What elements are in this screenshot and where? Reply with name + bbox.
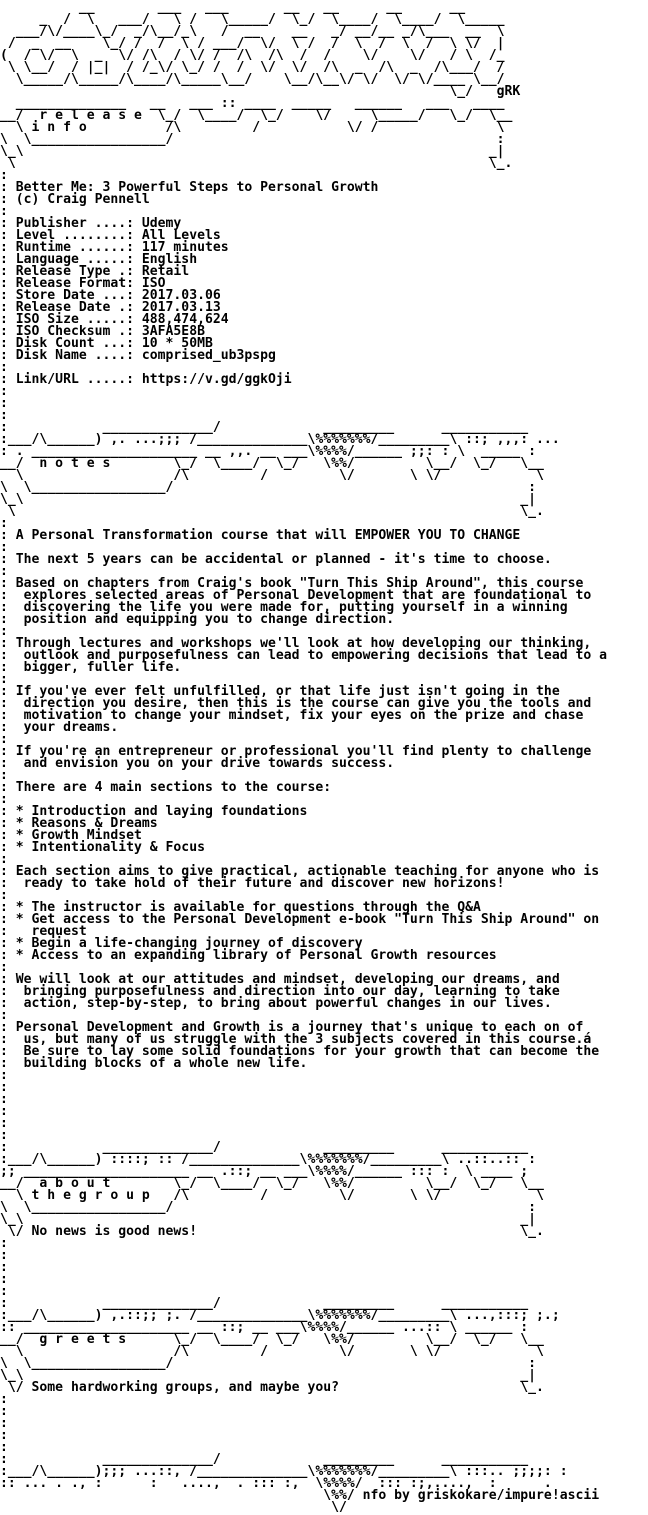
nfo-line: : — [0, 1260, 8, 1275]
nfo-line: :___/\______) ,. ...;;; /______________\%%%%%%%/_________\ ::; ,,,: ... — [0, 432, 560, 447]
nfo-line: : — [0, 768, 8, 783]
nfo-line: : — [0, 624, 8, 639]
nfo-line: : — [0, 1068, 8, 1083]
nfo-line: : ______________/ _________ ___________ — [0, 420, 529, 435]
nfo-line: : Release Type .: Retail — [0, 264, 190, 279]
nfo-line: \ \__/ / |_| / /_\/ \_/ / / \/ \/ /\ _ /\ _ /\___/ / — [0, 60, 505, 75]
nfo-line: :: ... . ., : : ...., . ::: :, \%%%%/ ::: :;,...., : . — [0, 1476, 552, 1491]
nfo-line: : — [0, 1428, 8, 1443]
nfo-line: : ______________/ _________ ___________ — [0, 1296, 529, 1311]
nfo-line: :___/\______) ::::; :: /______________\%%%%%%%/_________\ ..::..:: : — [0, 1152, 537, 1167]
nfo-line: \ \_________________/ : — [0, 1356, 537, 1371]
nfo-line: : Store Date ...: 2017.03.06 — [0, 288, 221, 303]
nfo-line: : — [0, 1080, 8, 1095]
nfo-line: : Disk Name ....: comprised_ub3pspg — [0, 348, 276, 363]
nfo-line: : We will look at our attitudes and mindset, developing our dreams, and — [0, 972, 560, 987]
nfo-line: : — [0, 1404, 8, 1419]
nfo-line: : discovering the life you were made for, putting yourself in a winning — [0, 600, 568, 615]
nfo-line: : Publisher ....: Udemy — [0, 216, 182, 231]
nfo-line: \_\ _| — [0, 492, 537, 507]
nfo-line: : — [0, 1236, 8, 1251]
nfo-line: : — [0, 1116, 8, 1131]
nfo-line: __/ g r e e t s \_/ \____/ \_/ \%%/ \__/ \_/ \__ — [0, 1332, 544, 1347]
nfo-line: : Runtime ......: 117 minutes — [0, 240, 229, 255]
nfo-line: : ready to take hold of their future and discover new horizons! — [0, 876, 505, 891]
nfo-line: : position and equipping you to change direction. — [0, 612, 395, 627]
nfo-line: : — [0, 1128, 8, 1143]
nfo-line: ______________ __ ___ :: ____ _____ ______ ___ ____ — [0, 96, 505, 111]
nfo-line: : Based on chapters from Craig's book "Turn This Ship Around", this course — [0, 576, 584, 591]
nfo-line: \_/ gRK — [0, 84, 521, 99]
nfo-line: : — [0, 1416, 8, 1431]
nfo-line: \ i n f o /\ / \/ / \ — [0, 120, 505, 135]
nfo-line: : — [0, 540, 8, 555]
nfo-line: \_\ _| — [0, 1212, 537, 1227]
nfo-line: : — [0, 1440, 8, 1455]
nfo-line: : (c) Craig Pennell — [0, 192, 150, 207]
nfo-line: : * Introduction and laying foundations — [0, 804, 308, 819]
nfo-line: \ /\ / \/ \ \/ \ — [0, 1344, 544, 1359]
nfo-line: : * Intentionality & Focus — [0, 840, 205, 855]
nfo-line: / _ __ \_/ / / \ / ___/ \/ \ / / \ / \ / \ \/ | — [0, 36, 505, 51]
nfo-line: : — [0, 1092, 8, 1107]
nfo-line: : — [0, 384, 8, 399]
nfo-line: : * The instructor is available for questions through the Q&A — [0, 900, 481, 915]
nfo-line: \ \_________________/ : — [0, 132, 505, 147]
nfo-line: : If you're an entrepreneur or professional you'll find plenty to challenge — [0, 744, 592, 759]
nfo-line: \/ Some hardworking groups, and maybe you? \_. — [0, 1380, 544, 1395]
nfo-line: \ t h e g r o u p /\ / \/ \ \/ \ — [0, 1188, 544, 1203]
nfo-line: :___/\______) ,.::;; ;. /______________\%%%%%%%/_________\ ...,:::; ;.; — [0, 1308, 560, 1323]
nfo-line: : ISO Size .....: 488,474,624 — [0, 312, 229, 327]
nfo-line: \ \_. — [0, 504, 544, 519]
nfo-line: ;; _____________________ __ .::; __ ___\%%%%/______ ::: : \ ____ ; — [0, 1164, 529, 1179]
nfo-line: : — [0, 1248, 8, 1263]
nfo-line: \ \_________________/ : — [0, 480, 537, 495]
nfo-line: : — [0, 1392, 8, 1407]
nfo-line: ___/\/____\_/ _/\__/_\ / __ __ _/ __/__ _/\___ __ \ — [0, 24, 505, 39]
nfo-line: : Be sure to lay some solid foundations for your growth that can become the — [0, 1044, 600, 1059]
nfo-line: \_\ _| — [0, 144, 505, 159]
nfo-line: __/ a b o u t \_/ \____/ \_/ \%%/ \__/ \_/ \__ — [0, 1176, 544, 1191]
nfo-line: ( / \/ \ _ \/ /\ / \/ / /\ /\ / / \/ \/ / \ /_ — [0, 48, 505, 63]
nfo-line: : — [0, 672, 8, 687]
nfo-line: : and envision you on your drive towards success. — [0, 756, 395, 771]
nfo-line: : explores selected areas of Personal Development that are foundational to — [0, 588, 592, 603]
nfo-line: : Release Date .: 2017.03.13 — [0, 300, 221, 315]
nfo-line: __/ r e l e a s e \_/ \____/ \_/ \/ \_____/ \_/ \__ — [0, 108, 513, 123]
nfo-line: : — [0, 888, 8, 903]
nfo-line: \/ No news is good news! \_. — [0, 1224, 544, 1239]
nfo-line: \ /\ / \/ \ \/ \ — [0, 468, 544, 483]
nfo-line: : * Reasons & Dreams — [0, 816, 158, 831]
nfo-line: : motivation to change your mindset, fix your eyes on the prize and chase — [0, 708, 584, 723]
nfo-line: : Through lectures and workshops we'll look at how developing our thinking, — [0, 636, 592, 651]
nfo-line: : * Growth Mindset — [0, 828, 142, 843]
nfo-line: : . _____________________ __ ,,. __ ___\%%%%/______ ;;: : \ _____ : — [0, 444, 537, 459]
nfo-line: : Each section aims to give practical, actionable teaching for anyone who is — [0, 864, 600, 879]
nfo-line: : There are 4 main sections to the course: — [0, 780, 332, 795]
nfo-line: : request — [0, 924, 87, 939]
nfo-line: : — [0, 204, 8, 219]
nfo-line: : bigger, fuller life. — [0, 660, 182, 675]
nfo-line: : — [0, 1008, 8, 1023]
nfo-line: : * Get access to the Personal Development e-book "Turn This Ship Around" on — [0, 912, 600, 927]
nfo-line: : * Begin a life-changing journey of discovery — [0, 936, 363, 951]
nfo-line: : Level ........: All Levels — [0, 228, 221, 243]
nfo-line: : action, step-by-step, to bring about powerful changes in our lives. — [0, 996, 552, 1011]
nfo-line: \ \_. — [0, 156, 513, 171]
nfo-line: : The next 5 years can be accidental or planned - it's time to choose. — [0, 552, 552, 567]
nfo-line: : — [0, 516, 8, 531]
nfo-line: : direction you desire, then this is the course can give you the tools and — [0, 696, 592, 711]
nfo-line: _ / \ ___/ \ / \_____/ \_/ \____/ \____/ \_____ — [0, 12, 505, 27]
nfo-line: : Better Me: 3 Powerful Steps to Personal Growth — [0, 180, 379, 195]
nfo-line: : — [0, 360, 8, 375]
nfo-line: __/ n o t e s \_/ \____/ \_/ \%%/ \__/ \_/ \__ — [0, 456, 544, 471]
nfo-line: : — [0, 168, 8, 183]
nfo-line: : Release Format: ISO — [0, 276, 166, 291]
nfo-line: : ______________/ _________ ___________ — [0, 1452, 529, 1467]
nfo-line: \/ — [0, 1500, 347, 1515]
nfo-line: __ ___ ___ __ __ __ __ — [0, 0, 466, 15]
nfo-line: : Link/URL .....: https://v.gd/ggkOji — [0, 372, 292, 387]
nfo-line: \_____/\_____/\____/\_____\__/ \__/\__\/ \/ \/ \/____ \__/ — [0, 72, 505, 87]
nfo-line: : A Personal Transformation course that will EMPOWER YOU TO CHANGE — [0, 528, 521, 543]
nfo-line: \_\ _| — [0, 1368, 537, 1383]
nfo-line: : — [0, 1272, 8, 1287]
nfo-line: : Personal Development and Growth is a journey that's unique to each on of — [0, 1020, 584, 1035]
nfo-line: : your dreams. — [0, 720, 119, 735]
nfo-line: : — [0, 408, 8, 423]
nfo-line: : — [0, 396, 8, 411]
nfo-line: : — [0, 732, 8, 747]
nfo-line: :: _____________________ __ ::; __ ___\%%%%/______ ...:: \ ______ : — [0, 1320, 529, 1335]
nfo-line: : If you've ever felt unfulfilled, or that life just isn't going in the — [0, 684, 560, 699]
nfo-line: : us, but many of us struggle with the 3 subjects covered in this course.á — [0, 1032, 592, 1047]
nfo-line: : outlook and purposefulness can lead to empowering decisions that lead to a — [0, 648, 607, 663]
nfo-line: : — [0, 852, 8, 867]
nfo-line: : ISO Checksum .: 3AFA5E8B — [0, 324, 205, 339]
nfo-line: :___/\______);;; ...::, /______________\%%%%%%%/_________\ :::.. ;;;;: : — [0, 1464, 568, 1479]
nfo-line: : — [0, 1104, 8, 1119]
nfo-line: : — [0, 792, 8, 807]
nfo-line: \%%/ nfo by griskokare/impure!ascii — [0, 1488, 600, 1503]
nfo-line: : bringing purposefulness and direction into our day, learning to take — [0, 984, 560, 999]
nfo-line: : — [0, 1284, 8, 1299]
nfo-line: : — [0, 564, 8, 579]
nfo-line: : * Access to an expanding library of Personal Growth resources — [0, 948, 497, 963]
nfo-line: : building blocks of a whole new life. — [0, 1056, 308, 1071]
nfo-line: : Language .....: English — [0, 252, 198, 267]
nfo-line: : — [0, 960, 8, 975]
nfo-line: \ \_________________/ : — [0, 1200, 537, 1215]
nfo-line: : ______________/ _________ ___________ — [0, 1140, 529, 1155]
nfo-line: : Disk Count ...: 10 * 50MB — [0, 336, 213, 351]
